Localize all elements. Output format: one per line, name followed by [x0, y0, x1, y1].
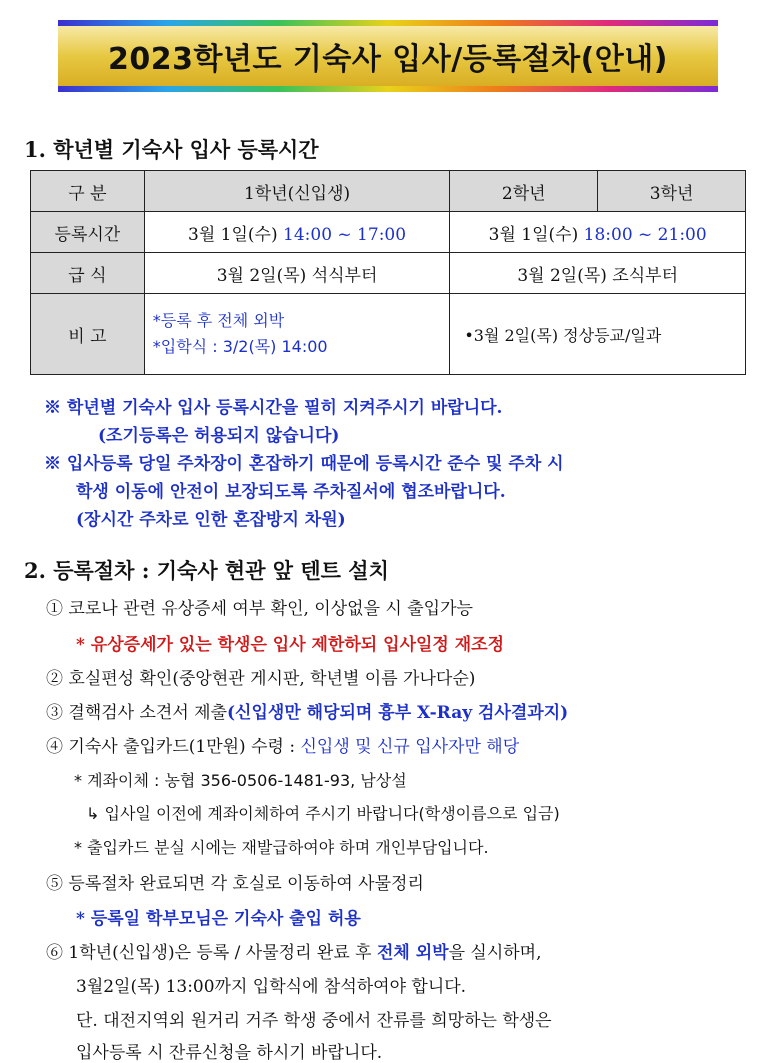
step4-text: ④ 기숙사 출입카드(1만원) 수령 : [46, 737, 301, 757]
step6-highlight: 전체 외박 [376, 943, 449, 963]
step4-highlight: 신입생 및 신규 입사자만 해당 [300, 737, 520, 757]
grade23-registration-time [450, 212, 746, 253]
grade1-reg-time: 14:00 ~ 17:00 [283, 224, 407, 245]
section1-heading: 1. 학년별 기숙사 입사 등록시간 [24, 137, 319, 162]
row-label-registration-time: 등록시간 [31, 212, 145, 253]
step6-line3: 단. 대전지역외 원거리 거주 학생 중에서 잔류를 희망하는 학생은 [76, 1011, 552, 1031]
warning-parking-cont: 학생 이동에 안전이 보장되도록 주차질서에 협조바랍니다. [76, 482, 506, 502]
grade23-meal: 3월 2일(목) 조식부터 [450, 253, 746, 294]
step1-note: * 유상증세가 있는 학생은 입사 제한하되 입사일정 재조정 [76, 635, 505, 655]
warning-no-early: (조기등록은 허용되지 않습니다) [98, 426, 340, 446]
table-row [31, 253, 746, 294]
section2-heading: 2. 등록절차 : 기숙사 현관 앞 텐트 설치 [24, 558, 389, 583]
step2: ② 호실편성 확인(중앙현관 게시판, 학년별 이름 가나다순) [46, 669, 476, 689]
warning-registration-time: ※ 학년별 기숙사 입사 등록시간을 필히 지켜주시기 바랍니다. [44, 398, 503, 418]
title-banner [58, 20, 718, 92]
step6-text-end: 을 실시하며, [448, 943, 542, 963]
table-row [31, 294, 746, 375]
step3 [46, 698, 568, 723]
step4-lost-card: * 출입카드 분실 시에는 재발급하여야 하며 개인부담입니다. [74, 838, 489, 857]
table-header-row [31, 171, 746, 212]
step6-line2: 3월2일(목) 13:00까지 입학식에 참석하여야 합니다. [76, 977, 467, 997]
grade1-reg-date: 3월 1일(수) [188, 224, 284, 245]
grade1-remarks [144, 294, 450, 375]
header-grade3: 3학년 [598, 171, 746, 212]
warning-parking: ※ 입사등록 당일 주차장이 혼잡하기 때문에 등록시간 준수 및 주차 시 [44, 454, 564, 474]
warning-parking-reason: (장시간 주차로 인한 혼잡방지 차원) [76, 510, 346, 530]
step1: ① 코로나 관련 유상증세 여부 확인, 이상없을 시 출입가능 [46, 599, 473, 619]
step5-note: * 등록일 학부모님은 기숙사 출입 허용 [76, 909, 361, 929]
step4-transfer-note: ↳ 입사일 이전에 계좌이체하여 주시기 바랍니다(학생이름으로 입금) [86, 804, 560, 823]
table-row [31, 212, 746, 253]
step5: ⑤ 등록절차 완료되면 각 호실로 이동하여 사물정리 [46, 874, 424, 894]
grade23-remarks: •3월 2일(목) 정상등교/일과 [450, 294, 746, 375]
step3-highlight: (신입생만 해당되며 흉부 X-Ray 검사결과지) [227, 703, 569, 723]
step6-text: ⑥ 1학년(신입생)은 등록 / 사물정리 완료 후 [46, 943, 377, 963]
step4 [46, 732, 519, 757]
step4-account: * 계좌이체 : 농협 356-0506-1481-93, 남상설 [74, 771, 407, 790]
step6 [46, 938, 542, 963]
grade1-meal: 3월 2일(목) 석식부터 [144, 253, 450, 294]
step6-line4: 입사등록 시 잔류신청을 하시기 바랍니다. [76, 1043, 383, 1063]
header-category: 구 분 [31, 171, 145, 212]
header-grade1: 1학년(신입생) [144, 171, 450, 212]
grade1-registration-time [144, 212, 450, 253]
header-grade2: 2학년 [450, 171, 598, 212]
grade1-remark-ceremony: *입학식 : 3/2(목) 14:00 [152, 337, 328, 356]
row-label-remarks: 비 고 [31, 294, 145, 375]
step3-text: ③ 결핵검사 소견서 제출 [46, 703, 228, 723]
grade1-remark-overnight: *등록 후 전체 외박 [152, 311, 285, 330]
row-label-meal: 급 식 [31, 253, 145, 294]
schedule-table [30, 170, 746, 375]
grade23-reg-date: 3월 1일(수) [488, 224, 584, 245]
page-title: 2023학년도 기숙사 입사/등록절차(안내) [108, 42, 668, 77]
grade23-reg-time: 18:00 ~ 21:00 [583, 224, 707, 245]
